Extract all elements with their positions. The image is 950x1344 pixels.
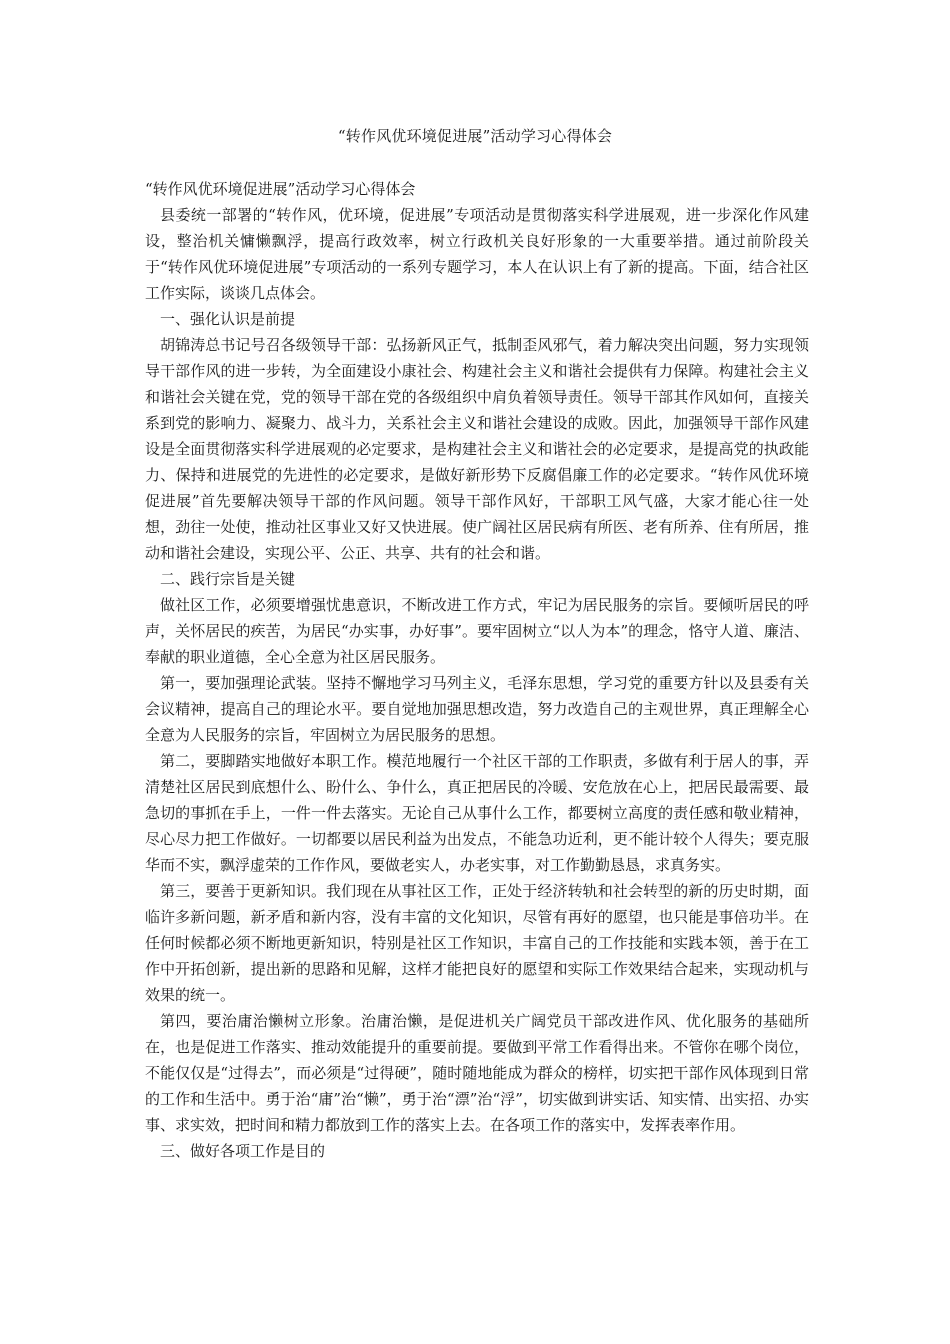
section-3-heading: 三、做好各项工作是目的: [160, 1142, 326, 1160]
section-2-heading: 二、践行宗旨是关键: [160, 570, 296, 588]
section-1-paragraph: 胡锦涛总书记号召各级领导干部：弘扬新风正气，抵制歪风邪气，着力解决突出问题，努力实现领导干部作风的进一步转，为全面建设小康社会、构建社会主义和谐社会提供有力保障。构建社会主义和谐社会关键在党，党的领导干部在党的各级组织中肩负着领导责任。领导干部其作风如何，直接关系到党的影响力、凝聚力、战斗力，关系社会主义和谐社会建设的成败。因此，加强领导干部作风建设是全面贯彻落实科学进展观的必定要求，是构建社会主义和谐社会的必定要求，是提高党的执政能力、保持和进展党的先进性的必定要求，是做好新形势下反腐倡廉工作的必定要求。“转作风优环境促进展”首先要解决领导干部的作风问题。领导干部作风好，干部职工风气盛，大家才能心往一处想，劲往一处使，推动社区事业又好又快进展。使广阔社区居民病有所医、老有所养、住有所居，推动和谐社会建设，实现公平、公正、共享、共有的社会和谐。: [145, 336, 809, 562]
section-1-heading: 一、强化认识是前提: [160, 310, 296, 328]
section-2-paragraph-1: 做社区工作，必须要增强忧患意识，不断改进工作方式，牢记为居民服务的宗旨。要倾听居民的呼声，关怀居民的疾苦，为居民“办实事，办好事”。要牢固树立“以人为本”的理念，恪守人道、廉洁、奉献的职业道德，全心全意为社区居民服务。: [145, 596, 809, 666]
section-2-paragraph-3: 第二，要脚踏实地做好本职工作。模范地履行一个社区干部的工作职责，多做有利于居人的事，弄清楚社区居民到底想什么、盼什么、争什么，真正把居民的冷暖、安危放在心上，把居民最需要、最急切的事抓在手上，一件一件去落实。无论自己从事什么工作，都要树立高度的责任感和敬业精神，尽心尽力把工作做好。一切都要以居民利益为出发点，不能急功近利，更不能计较个人得失；要克服华而不实，飘浮虚荣的工作作风，要做老实人，办老实事，对工作勤勤恳恳，求真务实。: [145, 752, 809, 874]
document-subtitle: “转作风优环境促进展”活动学习心得体会: [145, 180, 416, 198]
section-2-paragraph-4: 第三，要善于更新知识。我们现在从事社区工作，正处于经济转轨和社会转型的新的历史时期，面临许多新问题，新矛盾和新内容，没有丰富的文化知识，尽管有再好的愿望，也只能是事倍功半。在任何时候都必须不断地更新知识，特别是社区工作知识，丰富自己的工作技能和实践本领，善于在工作中开拓创新，提出新的思路和见解，这样才能把良好的愿望和实际工作效果结合起来，实现动机与效果的统一。: [145, 882, 809, 1004]
section-2-paragraph-5: 第四，要治庸治懒树立形象。治庸治懒，是促进机关广阔党员干部改进作风、优化服务的基础所在，也是促进工作落实、推动效能提升的重要前提。要做到平常工作看得出来。不管你在哪个岗位，不能仅仅是“过得去”，而必须是“过得硬”，随时随地能成为群众的榜样，切实把干部作风体现到日常的工作和生活中。勇于治“庸”治“懒”，勇于治“漂”治“浮”，切实做到讲实话、知实情、出实招、办实事、求实效，把时间和精力都放到工作的落实上去。在各项工作的落实中，发挥表率作用。: [145, 1012, 809, 1134]
document-body: [145, 176, 809, 1164]
section-2-paragraph-2: 第一，要加强理论武装。坚持不懈地学习马列主义，毛泽东思想，学习党的重要方针以及县委有关会议精神，提高自己的理论水平。要自觉地加强思想改造，努力改造自己的主观世界，真正理解全心全意为人民服务的宗旨，牢固树立为居民服务的思想。: [145, 674, 809, 744]
document-title: “转作风优环境促进展”活动学习心得体会: [337, 127, 613, 145]
intro-paragraph: 县委统一部署的“转作风，优环境，促进展”专项活动是贯彻落实科学进展观，进一步深化作风建设，整治机关慵懒飘浮，提高行政效率，树立行政机关良好形象的一大重要举措。通过前阶段关于“转作风优环境促进展”专项活动的一系列专题学习，本人在认识上有了新的提高。下面，结合社区工作实际，谈谈几点体会。: [145, 206, 809, 302]
